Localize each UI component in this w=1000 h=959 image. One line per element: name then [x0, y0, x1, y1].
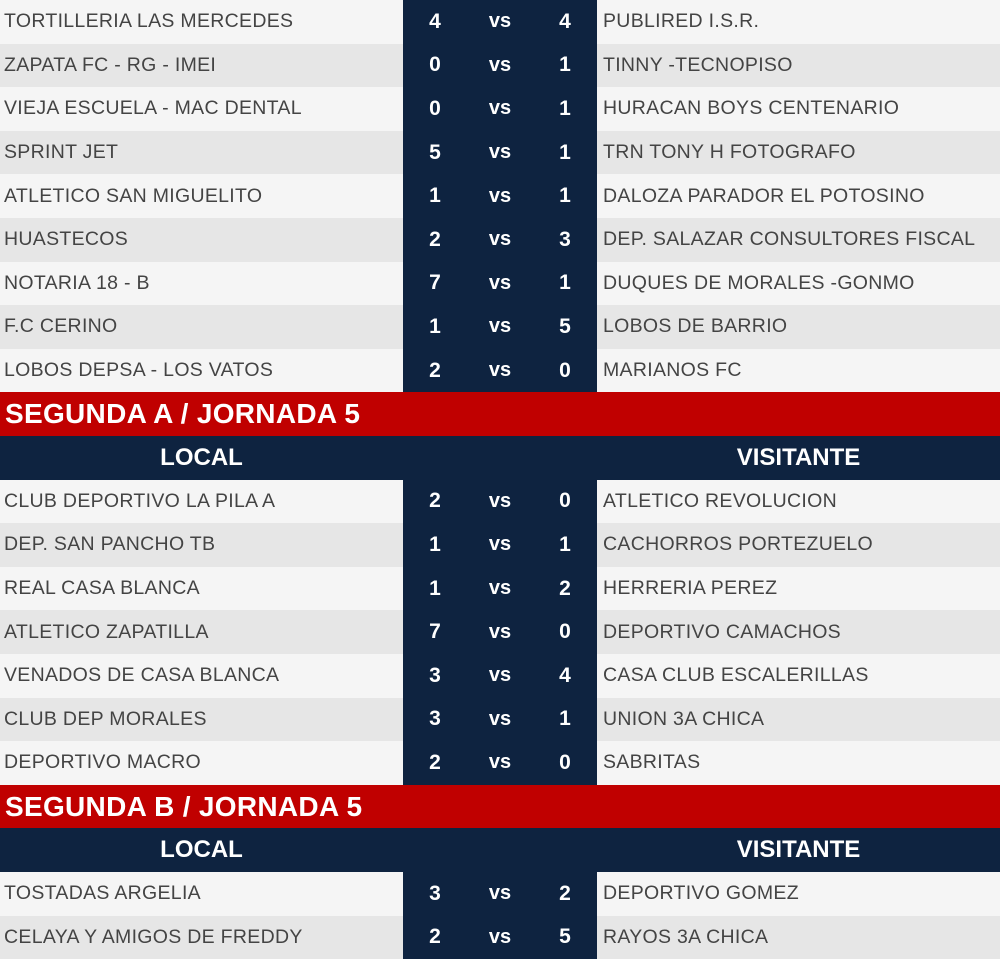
- local-team: CLUB DEP MORALES: [4, 707, 207, 730]
- local-score: 3: [429, 663, 441, 687]
- local-score: 0: [429, 53, 441, 77]
- local-team: ATLETICO ZAPATILLA: [4, 620, 209, 643]
- section-title: SEGUNDA B / JORNADA 5: [0, 785, 1000, 829]
- local-score: 2: [429, 925, 441, 949]
- visit-team: RAYOS 3A CHICA: [603, 925, 769, 948]
- local-score: 2: [429, 227, 441, 251]
- local-team: ZAPATA FC - RG - IMEI: [4, 53, 217, 76]
- visit-team: DUQUES DE MORALES -GONMO: [603, 271, 915, 294]
- visit-team: UNION 3A CHICA: [603, 707, 765, 730]
- local-team: VENADOS DE CASA BLANCA: [4, 664, 280, 687]
- match-row: [0, 44, 1000, 88]
- local-team: HUASTECOS: [4, 228, 129, 251]
- section-title: SEGUNDA A / JORNADA 5: [0, 392, 1000, 436]
- match-row: [0, 741, 1000, 785]
- score-cell: [403, 174, 597, 218]
- score-cell: [403, 741, 597, 785]
- local-score: 3: [429, 881, 441, 905]
- local-score: 2: [429, 489, 441, 513]
- vs-label: vs: [488, 271, 512, 294]
- match-row: [0, 523, 1000, 567]
- visit-score: 1: [559, 53, 571, 77]
- score-cell: [403, 0, 597, 44]
- score-cell: [403, 523, 597, 567]
- visit-score: 1: [559, 532, 571, 556]
- score-cell: [403, 480, 597, 524]
- local-score: 1: [429, 576, 441, 600]
- visit-score: 0: [559, 489, 571, 513]
- local-team: DEP. SAN PANCHO TB: [4, 533, 216, 556]
- local-team: DEPORTIVO MACRO: [4, 751, 201, 774]
- column-header-visit: VISITANTE: [736, 443, 861, 471]
- match-row: [0, 872, 1000, 916]
- visit-team: HERRERIA PEREZ: [603, 577, 778, 600]
- match-row: [0, 174, 1000, 218]
- score-cell: [403, 567, 597, 611]
- visit-score: 4: [559, 9, 571, 33]
- local-team: CELAYA Y AMIGOS DE FREDDY: [4, 925, 303, 948]
- local-score: 1: [429, 184, 441, 208]
- score-cell: [403, 654, 597, 698]
- visit-score: 0: [559, 620, 571, 644]
- local-score: 1: [429, 532, 441, 556]
- vs-label: vs: [488, 184, 512, 207]
- vs-label: vs: [488, 489, 512, 512]
- column-header-row: [0, 436, 1000, 480]
- local-score: 7: [429, 271, 441, 295]
- visit-score: 4: [559, 663, 571, 687]
- visit-score: 3: [559, 227, 571, 251]
- visit-team: HURACAN BOYS CENTENARIO: [603, 97, 900, 120]
- match-row: [0, 218, 1000, 262]
- local-team: VIEJA ESCUELA - MAC DENTAL: [4, 97, 302, 120]
- visit-score: 1: [559, 271, 571, 295]
- match-row: [0, 654, 1000, 698]
- visit-team: MARIANOS FC: [603, 359, 742, 382]
- score-cell: [403, 610, 597, 654]
- score-cell: [403, 262, 597, 306]
- vs-label: vs: [488, 10, 512, 33]
- vs-label: vs: [488, 664, 512, 687]
- visit-score: 2: [559, 881, 571, 905]
- local-score: 1: [429, 314, 441, 338]
- visit-score: 0: [559, 750, 571, 774]
- score-cell: [403, 349, 597, 393]
- vs-label: vs: [488, 97, 512, 120]
- vs-label: vs: [488, 228, 512, 251]
- match-row: [0, 131, 1000, 175]
- local-team: TORTILLERIA LAS MERCEDES: [4, 10, 294, 33]
- visit-team: LOBOS DE BARRIO: [603, 315, 788, 338]
- match-row: [0, 349, 1000, 393]
- column-header-row: [0, 828, 1000, 872]
- score-cell: [403, 87, 597, 131]
- local-score: 7: [429, 620, 441, 644]
- visit-team: CACHORROS PORTEZUELO: [603, 533, 874, 556]
- match-row: [0, 480, 1000, 524]
- match-row: [0, 0, 1000, 44]
- visit-team: PUBLIRED I.S.R.: [603, 10, 760, 33]
- local-team: SPRINT JET: [4, 141, 119, 164]
- column-header-visit: VISITANTE: [736, 836, 861, 864]
- local-score: 5: [429, 140, 441, 164]
- local-team: LOBOS DEPSA - LOS VATOS: [4, 359, 274, 382]
- match-row: [0, 916, 1000, 959]
- match-row: [0, 567, 1000, 611]
- match-row: [0, 610, 1000, 654]
- visit-score: 0: [559, 358, 571, 382]
- match-row: [0, 305, 1000, 349]
- visit-team: SABRITAS: [603, 751, 701, 774]
- local-score: 3: [429, 707, 441, 731]
- visit-score: 1: [559, 707, 571, 731]
- local-team: TOSTADAS ARGELIA: [4, 882, 201, 905]
- visit-team: TINNY -TECNOPISO: [603, 53, 793, 76]
- column-header-local: LOCAL: [160, 836, 243, 864]
- visit-score: 1: [559, 140, 571, 164]
- score-cell: [403, 44, 597, 88]
- local-score: 0: [429, 96, 441, 120]
- visit-team: DALOZA PARADOR EL POTOSINO: [603, 184, 925, 207]
- visit-score: 1: [559, 184, 571, 208]
- local-team: CLUB DEPORTIVO LA PILA A: [4, 489, 276, 512]
- visit-score: 5: [559, 925, 571, 949]
- score-cell: [403, 218, 597, 262]
- vs-label: vs: [488, 751, 512, 774]
- vs-label: vs: [488, 315, 512, 338]
- vs-label: vs: [488, 925, 512, 948]
- match-row: [0, 262, 1000, 306]
- visit-score: 5: [559, 314, 571, 338]
- local-team: ATLETICO SAN MIGUELITO: [4, 184, 263, 207]
- visit-team: DEPORTIVO GOMEZ: [603, 882, 799, 905]
- score-cell: [403, 131, 597, 175]
- score-cell: [403, 916, 597, 959]
- vs-label: vs: [488, 882, 512, 905]
- vs-label: vs: [488, 707, 512, 730]
- vs-label: vs: [488, 577, 512, 600]
- visit-team: ATLETICO REVOLUCION: [603, 489, 837, 512]
- score-cell: [403, 305, 597, 349]
- visit-team: TRN TONY H FOTOGRAFO: [603, 141, 856, 164]
- visit-score: 2: [559, 576, 571, 600]
- local-team: NOTARIA 18 - B: [4, 271, 150, 294]
- vs-label: vs: [488, 359, 512, 382]
- local-team: F.C CERINO: [4, 315, 118, 338]
- vs-label: vs: [488, 141, 512, 164]
- local-score: 2: [429, 750, 441, 774]
- score-cell: [403, 872, 597, 916]
- score-cell: [403, 698, 597, 742]
- column-header-local: LOCAL: [160, 443, 243, 471]
- match-row: [0, 87, 1000, 131]
- vs-label: vs: [488, 620, 512, 643]
- vs-label: vs: [488, 533, 512, 556]
- visit-team: DEP. SALAZAR CONSULTORES FISCAL: [603, 228, 976, 251]
- vs-label: vs: [488, 53, 512, 76]
- match-row: [0, 698, 1000, 742]
- visit-team: DEPORTIVO CAMACHOS: [603, 620, 841, 643]
- visit-team: CASA CLUB ESCALERILLAS: [603, 664, 869, 687]
- local-score: 2: [429, 358, 441, 382]
- visit-score: 1: [559, 96, 571, 120]
- local-score: 4: [429, 9, 441, 33]
- local-team: REAL CASA BLANCA: [4, 577, 200, 600]
